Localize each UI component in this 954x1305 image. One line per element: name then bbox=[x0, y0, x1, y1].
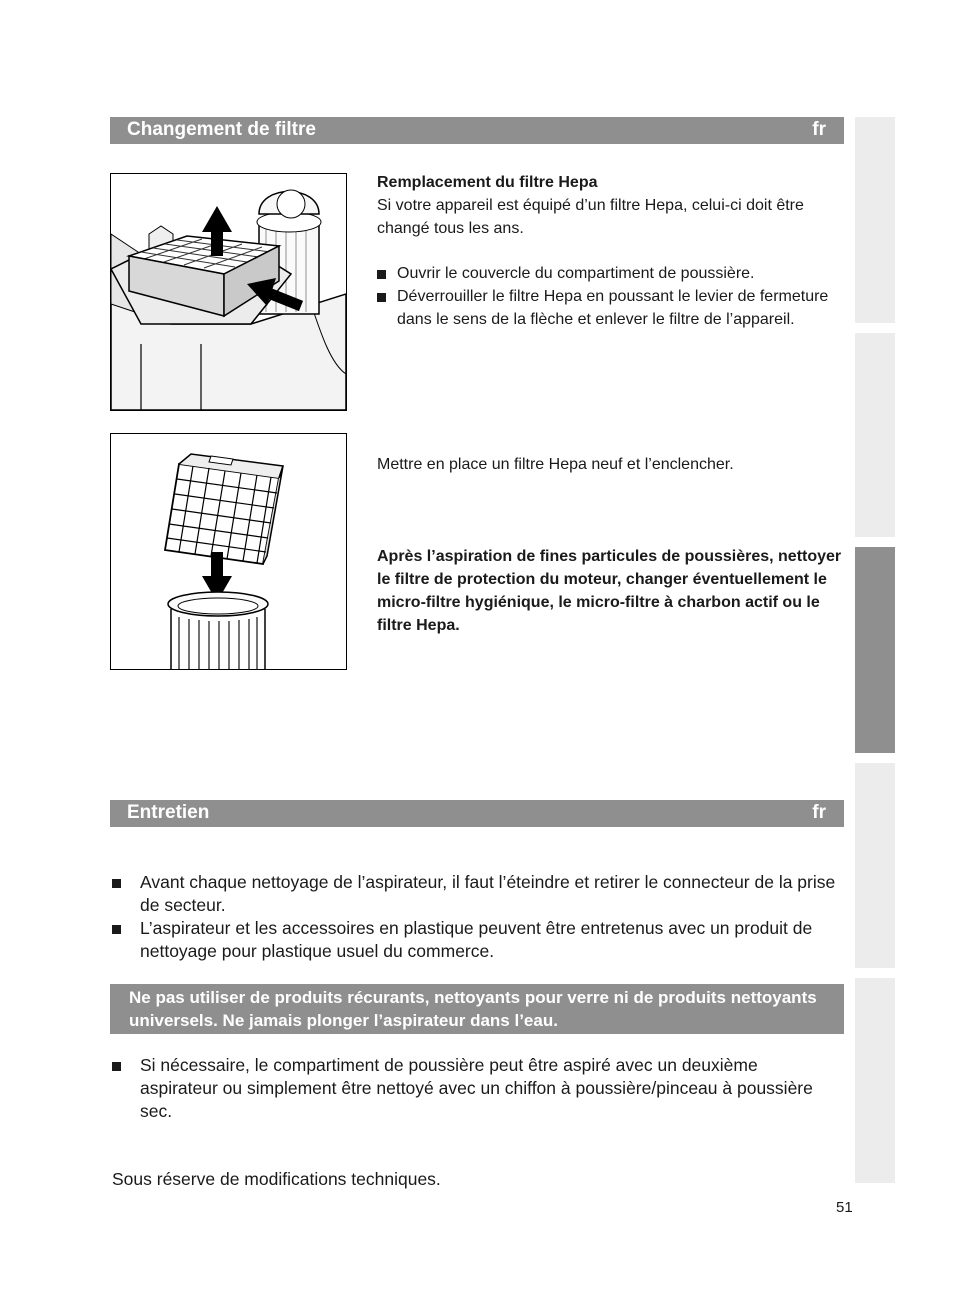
bullet-square-icon bbox=[377, 270, 386, 279]
list-item bbox=[112, 871, 837, 917]
hepa-steps bbox=[377, 262, 845, 331]
side-tab-5 bbox=[855, 978, 895, 1183]
section-title: Changement de filtre bbox=[127, 119, 316, 140]
reserve-note: Sous réserve de modifications techniques. bbox=[112, 1169, 441, 1189]
care-text: Si nécessaire, le compartiment de poussière peut être aspiré avec un deuxième aspirateur ou simplement être nettoyé avec un chiffon à poussière/pinceau à poussière sec. bbox=[140, 1055, 813, 1121]
care-list bbox=[112, 871, 837, 963]
care-list-2 bbox=[112, 1054, 837, 1123]
side-tab-active bbox=[855, 547, 895, 753]
hepa-intro: Si votre appareil est équipé d’un filtre Hepa, celui-ci doit être changé tous les ans. bbox=[377, 197, 804, 237]
step-text: Ouvrir le couvercle du compartiment de poussière. bbox=[397, 265, 755, 282]
insert-instruction: Mettre en place un filtre Hepa neuf et l’enclencher. bbox=[377, 456, 734, 473]
side-tab-1 bbox=[855, 117, 895, 323]
hepa-intro-block bbox=[377, 171, 845, 240]
language-code: fr bbox=[812, 802, 826, 823]
bullet-square-icon bbox=[377, 293, 386, 302]
step-text: Déverrouiller le filtre Hepa en poussant le levier de fermeture dans le sens de la flèche et enlever le filtre de l’appareil. bbox=[397, 288, 829, 328]
warning-box bbox=[110, 984, 844, 1034]
hepa-heading: Remplacement du filtre Hepa bbox=[377, 174, 598, 191]
bullet-square-icon bbox=[112, 925, 121, 934]
section-header-care bbox=[110, 800, 844, 827]
section-header-filter bbox=[110, 117, 844, 144]
care-text: Avant chaque nettoyage de l’aspirateur, il faut l’éteindre et retirer le connecteur de la prise de secteur. bbox=[140, 872, 836, 915]
section-title: Entretien bbox=[127, 802, 210, 823]
care-text: L’aspirateur et les accessoires en plastique peuvent être entretenus avec un produit de nettoyage pour plastique usuel du commerce. bbox=[140, 918, 813, 961]
list-item bbox=[112, 1054, 837, 1123]
maintenance-note: Après l’aspiration de fines particules de poussières, nettoyer le filtre de protection du moteur, changer éventuellement le micro-filtre hygiénique, le micro-filtre à charbon actif ou le filtre Hepa. bbox=[377, 548, 842, 634]
bullet-square-icon bbox=[112, 1062, 121, 1071]
side-tab-4 bbox=[855, 763, 895, 968]
figure-remove-filter bbox=[110, 173, 347, 411]
list-item bbox=[377, 285, 845, 331]
warning-text: Ne pas utiliser de produits récurants, nettoyants pour verre ni de produits nettoyants universels. Ne jamais plonger l’aspirateur dans l’eau. bbox=[129, 988, 817, 1030]
figure-insert-filter bbox=[110, 433, 347, 670]
page-number: 51 bbox=[836, 1199, 853, 1216]
bullet-square-icon bbox=[112, 879, 121, 888]
list-item bbox=[112, 917, 837, 963]
language-code: fr bbox=[812, 119, 826, 140]
list-item bbox=[377, 262, 845, 285]
side-tab-2 bbox=[855, 333, 895, 537]
